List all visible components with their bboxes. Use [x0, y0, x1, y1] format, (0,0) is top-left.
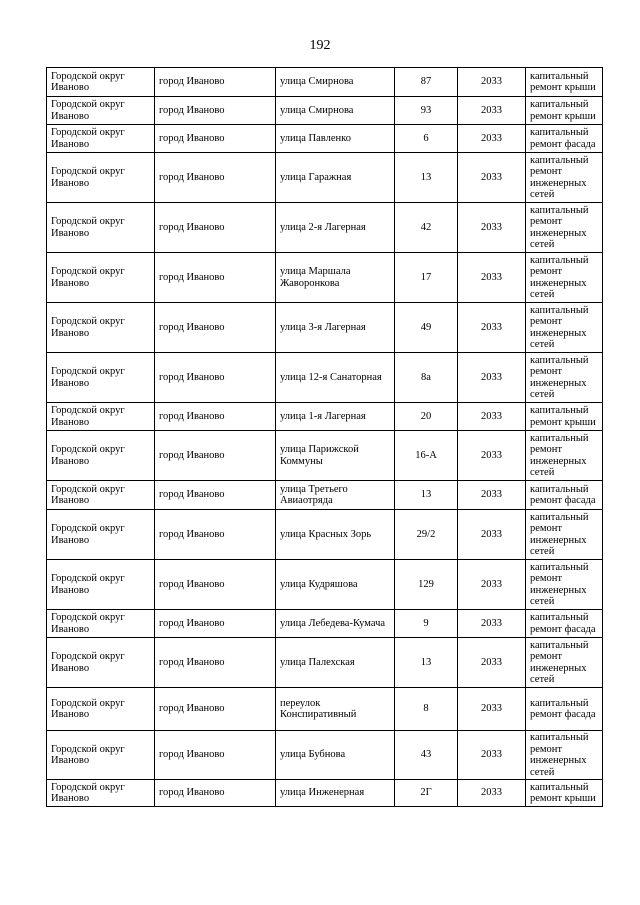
district-cell: Городской округ Иваново	[47, 153, 155, 203]
year-cell: 2033	[458, 431, 526, 481]
street-cell: улица Инженерная	[276, 780, 395, 807]
table-row	[47, 610, 603, 638]
city-cell: город Иваново	[155, 125, 276, 153]
district-cell: Городской округ Иваново	[47, 731, 155, 780]
street-cell: улица Палехская	[276, 638, 395, 688]
district-cell: Городской округ Иваново	[47, 97, 155, 125]
work-type-cell: капитальный ремонт инженерных сетей	[526, 560, 603, 610]
city-cell: город Иваново	[155, 731, 276, 780]
street-cell: улица Гаражная	[276, 153, 395, 203]
house-number-cell: 42	[395, 203, 458, 253]
table-row	[47, 68, 603, 97]
work-type-cell: капитальный ремонт инженерных сетей	[526, 153, 603, 203]
table-row	[47, 638, 603, 688]
district-cell: Городской округ Иваново	[47, 353, 155, 403]
house-number-cell: 129	[395, 560, 458, 610]
table-body	[47, 68, 603, 807]
street-cell: улица Маршала Жаворонкова	[276, 253, 395, 303]
house-number-cell: 43	[395, 731, 458, 780]
year-cell: 2033	[458, 731, 526, 780]
repair-schedule-table	[46, 67, 603, 807]
year-cell: 2033	[458, 303, 526, 353]
page-number: 192	[309, 38, 331, 53]
work-type-cell: капитальный ремонт крыши	[526, 68, 603, 97]
table-row	[47, 560, 603, 610]
table-row	[47, 353, 603, 403]
work-type-cell: капитальный ремонт инженерных сетей	[526, 731, 603, 780]
street-cell: улица Бубнова	[276, 731, 395, 780]
city-cell: город Иваново	[155, 203, 276, 253]
table-row	[47, 481, 603, 510]
year-cell: 2033	[458, 353, 526, 403]
city-cell: город Иваново	[155, 610, 276, 638]
house-number-cell: 8	[395, 688, 458, 731]
work-type-cell: капитальный ремонт крыши	[526, 97, 603, 125]
work-type-cell: капитальный ремонт инженерных сетей	[526, 253, 603, 303]
house-number-cell: 13	[395, 638, 458, 688]
street-cell: улица 2-я Лагерная	[276, 203, 395, 253]
city-cell: город Иваново	[155, 68, 276, 97]
house-number-cell: 2Г	[395, 780, 458, 807]
table-row	[47, 688, 603, 731]
street-cell: улица 3-я Лагерная	[276, 303, 395, 353]
district-cell: Городской округ Иваново	[47, 203, 155, 253]
work-type-cell: капитальный ремонт фасада	[526, 481, 603, 510]
house-number-cell: 6	[395, 125, 458, 153]
district-cell: Городской округ Иваново	[47, 403, 155, 431]
year-cell: 2033	[458, 481, 526, 510]
year-cell: 2033	[458, 125, 526, 153]
work-type-cell: капитальный ремонт инженерных сетей	[526, 303, 603, 353]
street-cell: улица Кудряшова	[276, 560, 395, 610]
street-cell: улица 12-я Санаторная	[276, 353, 395, 403]
street-cell: переулок Конспиративный	[276, 688, 395, 731]
district-cell: Городской округ Иваново	[47, 638, 155, 688]
city-cell: город Иваново	[155, 481, 276, 510]
year-cell: 2033	[458, 253, 526, 303]
work-type-cell: капитальный ремонт инженерных сетей	[526, 638, 603, 688]
year-cell: 2033	[458, 203, 526, 253]
house-number-cell: 29/2	[395, 510, 458, 560]
district-cell: Городской округ Иваново	[47, 481, 155, 510]
work-type-cell: капитальный ремонт фасада	[526, 688, 603, 731]
district-cell: Городской округ Иваново	[47, 510, 155, 560]
work-type-cell: капитальный ремонт инженерных сетей	[526, 353, 603, 403]
district-cell: Городской округ Иваново	[47, 125, 155, 153]
city-cell: город Иваново	[155, 303, 276, 353]
year-cell: 2033	[458, 403, 526, 431]
table-row	[47, 97, 603, 125]
city-cell: город Иваново	[155, 688, 276, 731]
table-row	[47, 731, 603, 780]
city-cell: город Иваново	[155, 153, 276, 203]
work-type-cell: капитальный ремонт инженерных сетей	[526, 203, 603, 253]
house-number-cell: 13	[395, 481, 458, 510]
table-row	[47, 253, 603, 303]
table-row	[47, 125, 603, 153]
year-cell: 2033	[458, 97, 526, 125]
year-cell: 2033	[458, 560, 526, 610]
house-number-cell: 13	[395, 153, 458, 203]
year-cell: 2033	[458, 68, 526, 97]
house-number-cell: 16-А	[395, 431, 458, 481]
year-cell: 2033	[458, 780, 526, 807]
year-cell: 2033	[458, 153, 526, 203]
city-cell: город Иваново	[155, 431, 276, 481]
work-type-cell: капитальный ремонт крыши	[526, 780, 603, 807]
street-cell: улица Смирнова	[276, 97, 395, 125]
house-number-cell: 17	[395, 253, 458, 303]
work-type-cell: капитальный ремонт инженерных сетей	[526, 510, 603, 560]
district-cell: Городской округ Иваново	[47, 780, 155, 807]
table-row	[47, 403, 603, 431]
house-number-cell: 20	[395, 403, 458, 431]
district-cell: Городской округ Иваново	[47, 303, 155, 353]
year-cell: 2033	[458, 610, 526, 638]
house-number-cell: 8а	[395, 353, 458, 403]
district-cell: Городской округ Иваново	[47, 68, 155, 97]
city-cell: город Иваново	[155, 510, 276, 560]
district-cell: Городской округ Иваново	[47, 610, 155, 638]
table-row	[47, 303, 603, 353]
year-cell: 2033	[458, 510, 526, 560]
house-number-cell: 93	[395, 97, 458, 125]
city-cell: город Иваново	[155, 780, 276, 807]
table-row	[47, 153, 603, 203]
street-cell: улица Павленко	[276, 125, 395, 153]
city-cell: город Иваново	[155, 353, 276, 403]
city-cell: город Иваново	[155, 403, 276, 431]
table-row	[47, 431, 603, 481]
district-cell: Городской округ Иваново	[47, 688, 155, 731]
city-cell: город Иваново	[155, 97, 276, 125]
work-type-cell: капитальный ремонт инженерных сетей	[526, 431, 603, 481]
table-row	[47, 780, 603, 807]
street-cell: улица Смирнова	[276, 68, 395, 97]
house-number-cell: 9	[395, 610, 458, 638]
street-cell: улица Лебедева-Кумача	[276, 610, 395, 638]
house-number-cell: 87	[395, 68, 458, 97]
table-row	[47, 203, 603, 253]
city-cell: город Иваново	[155, 638, 276, 688]
district-cell: Городской округ Иваново	[47, 560, 155, 610]
district-cell: Городской округ Иваново	[47, 431, 155, 481]
work-type-cell: капитальный ремонт крыши	[526, 403, 603, 431]
city-cell: город Иваново	[155, 560, 276, 610]
year-cell: 2033	[458, 688, 526, 731]
street-cell: улица Третьего Авиаотряда	[276, 481, 395, 510]
work-type-cell: капитальный ремонт фасада	[526, 610, 603, 638]
street-cell: улица Парижской Коммуны	[276, 431, 395, 481]
street-cell: улица Красных Зорь	[276, 510, 395, 560]
district-cell: Городской округ Иваново	[47, 253, 155, 303]
street-cell: улица 1-я Лагерная	[276, 403, 395, 431]
house-number-cell: 49	[395, 303, 458, 353]
year-cell: 2033	[458, 638, 526, 688]
work-type-cell: капитальный ремонт фасада	[526, 125, 603, 153]
city-cell: город Иваново	[155, 253, 276, 303]
table-row	[47, 510, 603, 560]
